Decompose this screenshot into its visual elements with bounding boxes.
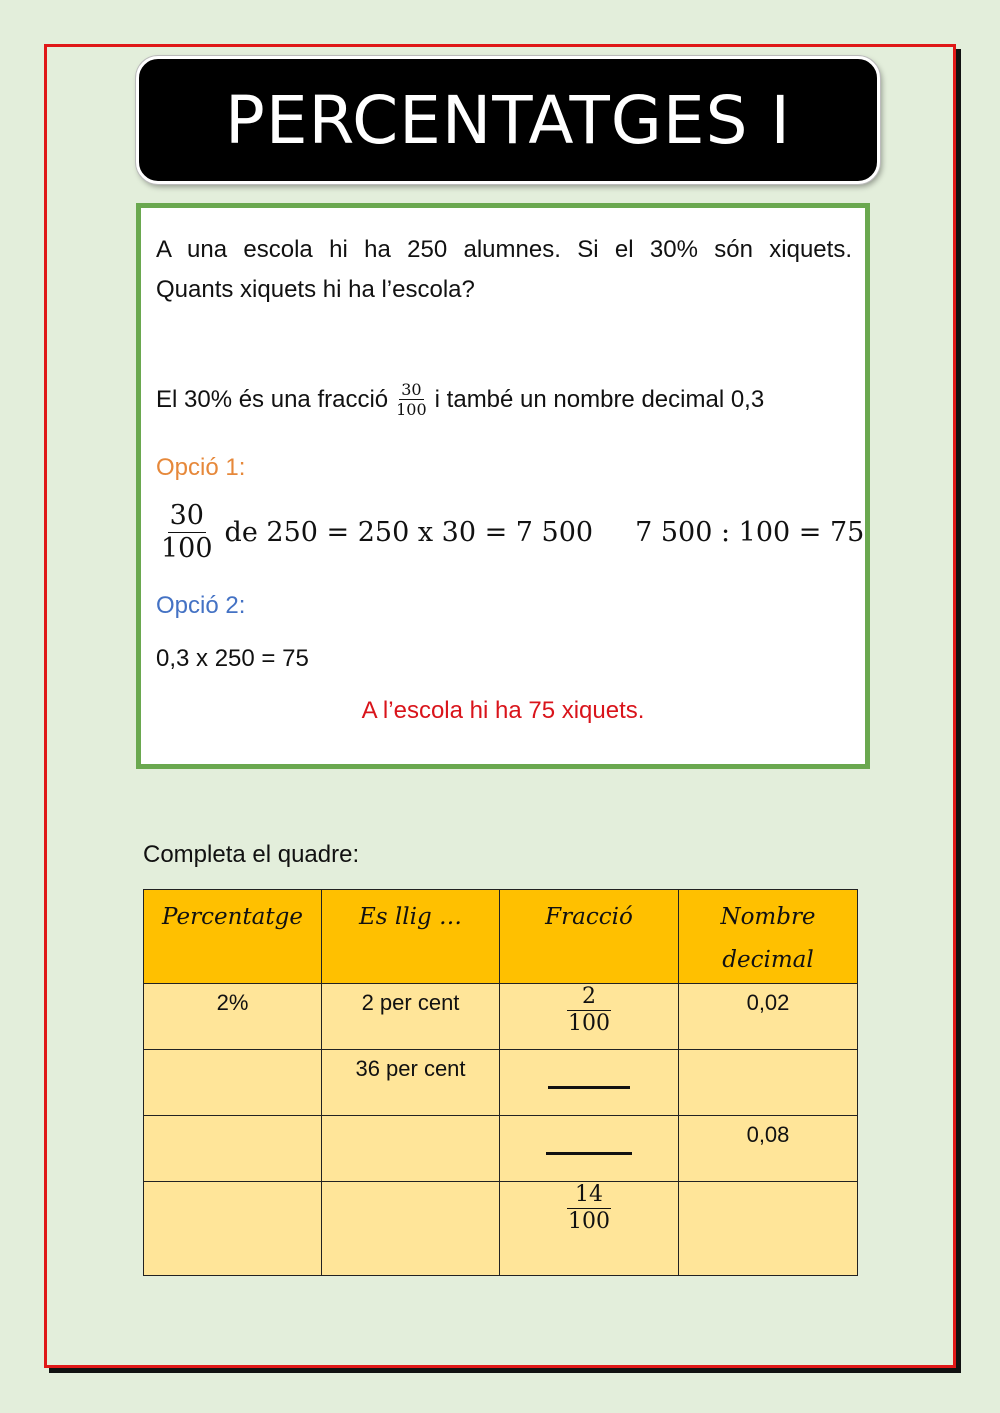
table-intro: Completa el quadre: bbox=[143, 841, 360, 868]
cell-fraction[interactable] bbox=[500, 1116, 679, 1182]
fraction-blank-line[interactable] bbox=[546, 1152, 632, 1155]
cell-fraction bbox=[500, 1182, 679, 1276]
table-header-row bbox=[144, 890, 858, 984]
option-2-calculation: 0,3 x 250 = 75 bbox=[156, 645, 309, 672]
option-1-division: 7 500 : 100 = 75 bbox=[635, 517, 865, 549]
option-1-calculation bbox=[161, 500, 864, 566]
option-1-numerator: 30 bbox=[168, 500, 206, 533]
answer-text: A l’escola hi ha 75 xiquets. bbox=[361, 697, 645, 724]
fraction-intro-before: El 30% és una fracció bbox=[156, 385, 389, 413]
table-row bbox=[144, 984, 858, 1050]
page-title: PERCENTATGES I bbox=[225, 81, 791, 159]
fraction-intro bbox=[156, 380, 764, 419]
fraction-blank-line[interactable] bbox=[548, 1086, 630, 1089]
fraction-intro-after: i també un nombre decimal 0,3 bbox=[434, 385, 765, 413]
fraction-30-100 bbox=[396, 380, 427, 419]
option-1-label: Opció 1: bbox=[156, 454, 246, 481]
cell-reads: 36 per cent bbox=[322, 1050, 500, 1116]
problem-line-1: A una escola hi ha 250 alumnes. Si el 30% són xiquets. bbox=[156, 236, 852, 263]
header-fraccio: Fracció bbox=[500, 890, 679, 984]
cell-fraction-denominator: 100 bbox=[568, 1209, 610, 1235]
cell-fraction[interactable] bbox=[500, 1050, 679, 1116]
header-nombre-decimal bbox=[679, 890, 858, 984]
fraction-numerator: 30 bbox=[401, 380, 422, 399]
cell-decimal: 0,02 bbox=[679, 984, 858, 1050]
cell-fraction-numerator: 14 bbox=[567, 1182, 611, 1209]
header-decimal-line-2: decimal bbox=[722, 947, 814, 973]
percentages-table bbox=[143, 889, 858, 1276]
header-percentatge: Percentatge bbox=[144, 890, 322, 984]
cell-decimal: 0,08 bbox=[679, 1116, 858, 1182]
title-banner bbox=[136, 56, 880, 184]
cell-reads[interactable] bbox=[322, 1116, 500, 1182]
cell-fraction-denominator: 100 bbox=[568, 1011, 610, 1037]
cell-percent[interactable] bbox=[144, 1182, 322, 1276]
cell-fraction bbox=[500, 984, 679, 1050]
cell-decimal[interactable] bbox=[679, 1050, 858, 1116]
problem-box bbox=[136, 203, 870, 769]
header-es-llig: Es llig … bbox=[322, 890, 500, 984]
cell-fraction-numerator: 2 bbox=[567, 984, 611, 1011]
option-1-denominator: 100 bbox=[161, 533, 213, 565]
cell-reads[interactable] bbox=[322, 1182, 500, 1276]
cell-reads: 2 per cent bbox=[322, 984, 500, 1050]
header-decimal-line-1: Nombre bbox=[720, 904, 816, 930]
cell-percent[interactable] bbox=[144, 1116, 322, 1182]
problem-line-2: Quants xiquets hi ha l’escola? bbox=[156, 276, 475, 303]
option-1-fraction bbox=[161, 500, 213, 566]
table-row bbox=[144, 1182, 858, 1276]
option-2-label: Opció 2: bbox=[156, 592, 246, 619]
cell-percent: 2% bbox=[144, 984, 322, 1050]
option-1-expression: de 250 = 250 x 30 = 7 500 bbox=[224, 517, 594, 549]
fraction-denominator: 100 bbox=[396, 400, 427, 420]
table-row bbox=[144, 1050, 858, 1116]
cell-percent[interactable] bbox=[144, 1050, 322, 1116]
cell-decimal[interactable] bbox=[679, 1182, 858, 1276]
table-row bbox=[144, 1116, 858, 1182]
